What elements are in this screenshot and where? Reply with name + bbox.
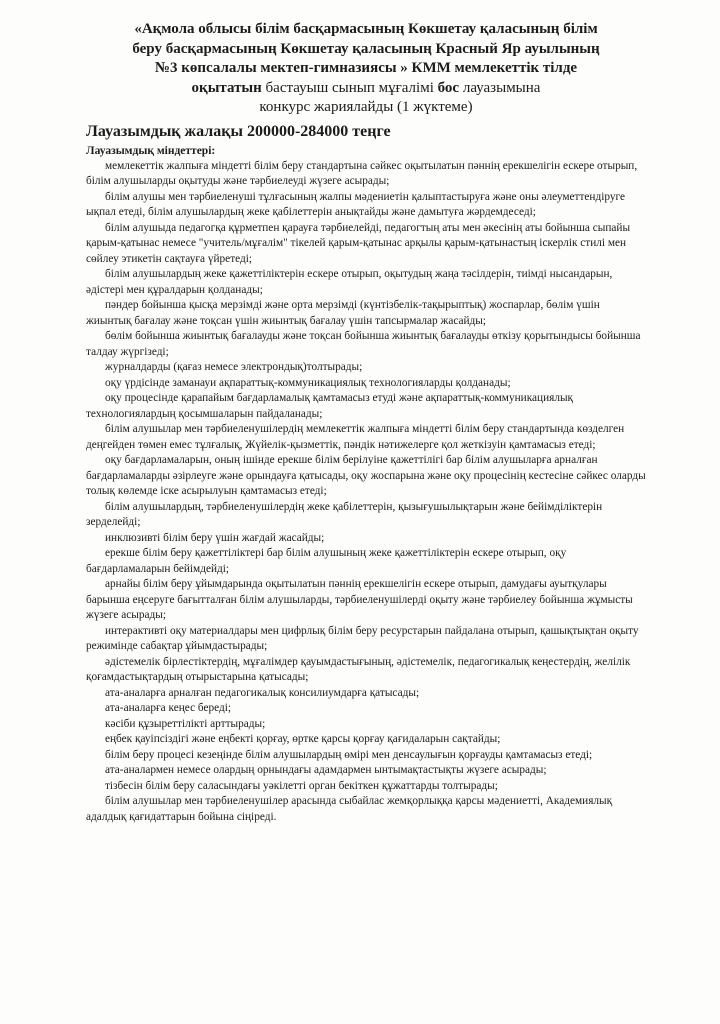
duty-item: ерекше білім беру қажеттіліктері бар білім алушының жеке қажеттіліктерін ескере отырып, оқу бағдарламаларын бейімдейді; <box>86 547 567 575</box>
duty-item: пәндер бойынша қысқа мерзімді және орта мерзімді (күнтізбелік-тақырыптық) жоспарлар, бөлім үшін жиынтық бағалау және тоқсан үшін жиынтық бағалау үшін тапсырмалар жасайды; <box>86 299 600 327</box>
announcement-title <box>86 20 646 118</box>
duty-item: арнайы білім беру ұйымдарында оқытылатын пәннің ерекшелігін ескере отырып, дамудағы ауытқулары барынша еңсеруге бағытталған білім алушыларды, тәрбиеленушілерді оқыту және тәрбиелеу бойынша жұмысты жүзеге асырады; <box>86 578 633 621</box>
duty-item: кәсіби құзыреттілікті арттырады; <box>105 717 266 730</box>
duty-item: инклюзивті білім беру үшін жағдай жасайды; <box>105 531 325 544</box>
duty-item: тізбесін білім беру саласындағы уәкілетті орган бекіткен құжаттарды толтырады; <box>105 779 498 792</box>
duty-item: ата-аналарға кеңес береді; <box>105 702 232 714</box>
duty-item: білім алушылар мен тәрбиеленушілер арасында сыбайлас жемқорлыққа қарсы мәдениетті, Академиялық адалдық қағидаттарын бойына сіңіреді. <box>86 795 613 823</box>
title-line-4-bold-2: бос <box>437 79 460 96</box>
duty-item: әдістемелік бірлестіктердің, мұғалімдер қауымдастығының, әдістемелік, педагогикалық кеңестердің, желілік қоғамдастықтардың отырыстарына қатысады; <box>86 655 631 683</box>
duty-item: оқу үрдісінде заманауи ақпараттық-коммуникациялық технологияларды қолданады; <box>105 376 511 389</box>
duty-item: бөлім бойынша жиынтық бағалауды және тоқсан бойынша жиынтық бағалауды өткізу қорытындысы бойынша талдау жүргізеді; <box>86 330 641 358</box>
duties-list <box>86 159 646 826</box>
duty-item: білім алушылар мен тәрбиеленушілердің мемлекеттік жалпыға міндетті білім беру стандартында көзделген деңгейден төмен емес тұлғалық, Жүйелік-қызметтік, пәндік нәтижелерге қол жеткізуін қамтамасыз етеді; <box>86 423 625 451</box>
title-line-4 <box>86 79 646 99</box>
duty-item: білім алушылардың, тәрбиеленушілердің жеке қабілеттерін, қызығушылықтарын және бейімділіктерін зерделейді; <box>86 500 603 528</box>
duty-item: білім беру процесі кезеңінде білім алушылардың өмірі мен денсаулығын қорғауды қамтамасыз етеді; <box>105 748 593 761</box>
title-line-4-bold-1: оқытатын <box>191 79 262 96</box>
duty-item: ата-аналармен немесе олардың орнындағы адамдармен ынтымақтастықты жүзеге асырады; <box>105 764 547 776</box>
title-line-1: «Ақмола облысы білім басқармасының Көкшетау қаласының білім <box>134 21 598 37</box>
title-line-4-normal: бастауыш сынып мұғалімі <box>261 79 438 96</box>
duty-item: білім алушыда педагогқа құрметпен қарауға тәрбиелейді, педагогтың аты мен әкесінің аты бойынша сыпайы қарым-қатынас немесе "учитель/мұғалім" тікелей қарым-қатынас арқылы қарым-қатынастың іскерлік стилі мен сөйлеу этикетін сақтауға үйретеді; <box>86 221 631 265</box>
document-body <box>86 20 646 825</box>
duty-item: интерактивті оқу материалдары мен цифрлық білім беру ресурстарын пайдалана отырып, қашықтықтан оқыту режимінде сабақтар ұйымдастырады; <box>86 624 639 652</box>
duty-item: білім алушы мен тәрбиеленуші тұлғасының жалпы мәдениетін қалыптастыруға және оны әлеуметтендіруге ықпал етеді, білім алушылардың жеке қабілеттерін анықтайды және дамытуға жәрдемдеседі; <box>86 190 626 218</box>
duty-item: білім алушылардың жеке қажеттіліктерін ескере отырып, оқытудың жаңа тәсілдерін, тиімді нысандарын, әдістері мен құралдарын қолданады; <box>86 268 613 296</box>
duty-item: еңбек қауіпсіздігі және еңбекті қорғау, өртке қарсы қорғау қағидаларын сақтайды; <box>105 733 501 745</box>
duties-heading: Лауазымдық міндеттері: <box>86 144 216 157</box>
title-line-5: конкурс жариялайды (1 жүктеме) <box>259 99 473 115</box>
duty-item: оқу процесінде қарапайым бағдарламалық қамтамасыз етуді және ақпараттық-коммуникациялық технологиялардың қосымшаларын пайдаланады; <box>86 392 574 420</box>
duty-item: оқу бағдарламаларын, оның ішінде ерекше білім берілуіне қажеттілігі бар білім алушыларға арналған бағдарламаларды әзірлеуге және орындауға қатысады, оқу жоспарына және оқу процесінің кестесіне сәйкес оларды толық көлемде іске асырылуын қамтамасыз етеді; <box>86 454 646 497</box>
duty-item: журналдарды (қағаз немесе электрондық)толтырады; <box>105 361 363 373</box>
salary-line: Лауазымдық жалақы 200000-284000 теңге <box>86 122 391 140</box>
title-line-3: №3 көпсалалы мектеп-гимназиясы » КММ мемлекеттік тілде <box>154 60 578 76</box>
duty-item: ата-аналарға арналған педагогикалық консилиумдарға қатысады; <box>105 686 420 699</box>
title-line-2: беру басқармасының Көкшетау қаласының Красный Яр ауылының <box>132 40 600 57</box>
title-line-4-tail: лауазымына <box>459 79 541 96</box>
duty-item: мемлекеттік жалпыға міндетті білім беру стандартына сәйкес оқытылатын пәннің ерекшелігін ескере отырып, білім алушыларды оқытуды және тәрбиелеуді жүзеге асырады; <box>86 159 638 187</box>
